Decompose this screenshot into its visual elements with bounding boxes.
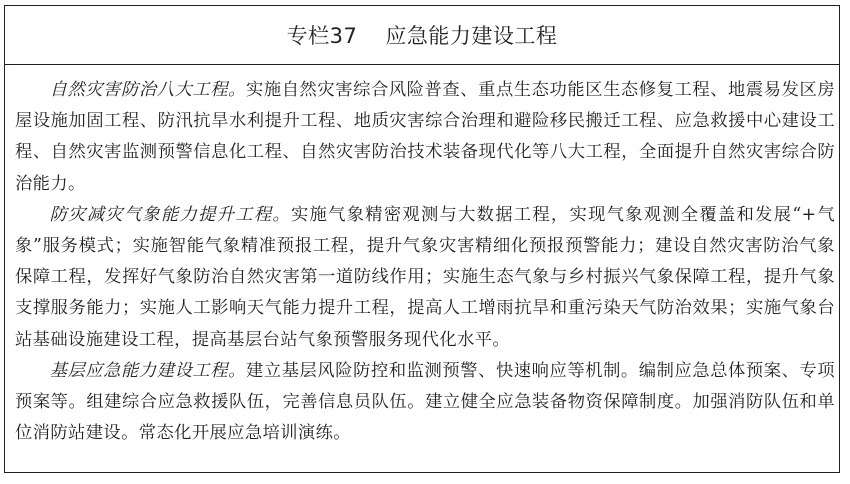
paragraph-grassroots	[15, 356, 835, 450]
paragraph-natural-disaster	[15, 75, 835, 200]
box-header	[5, 6, 839, 65]
paragraph-text: 实施气象精密观测与大数据工程，实现气象观测全覆盖和发展“+气象”服务模式；实施智能气象精准预报工程，提升气象灾害精细化预报预警能力；建设自然灾害防治气象保障工程，发挥好气象防治自然灾害第一道防线作用；实施生态气象与乡村振兴气象保障工程，提升气象支撑服务能力；实施人工影响天气能力提升工程，提高人工增雨抗旱和重污染天气防治效果；实施气象台站基础设施建设工程，提高基层台站气象预警服务现代化水平。	[15, 204, 835, 350]
paragraph-text: 建立基层风险防控和监测预警、快速响应等机制。编制应急总体预案、专项预案等。组建综合应急救援队伍，完善信息员队伍。建立健全应急装备物资保障制度。加强消防队伍和单位消防站建设。常态化开展应急培训演练。	[15, 360, 836, 444]
box-title: 应急能力建设工程	[385, 24, 558, 48]
box-label: 专栏37	[286, 24, 358, 48]
box-body	[5, 65, 839, 449]
paragraph-lead: 基层应急能力建设工程。	[49, 360, 246, 381]
paragraph-text: 实施自然灾害综合风险普查、重点生态功能区生态修复工程、地震易发区房屋设施加固工程、防汛抗旱水利提升工程、地质灾害综合治理和避险移民搬迁工程、应急救援中心建设工程、自然灾害监测预警信息化工程、自然灾害防治技术装备现代化等八大工程，全面提升自然灾害综合防治能力。	[15, 80, 836, 194]
paragraph-lead: 自然灾害防治八大工程。	[49, 80, 246, 100]
paragraph-meteorology	[15, 200, 835, 356]
feature-box	[4, 5, 840, 473]
paragraph-lead: 防灾减灾气象能力提升工程。	[49, 204, 291, 225]
